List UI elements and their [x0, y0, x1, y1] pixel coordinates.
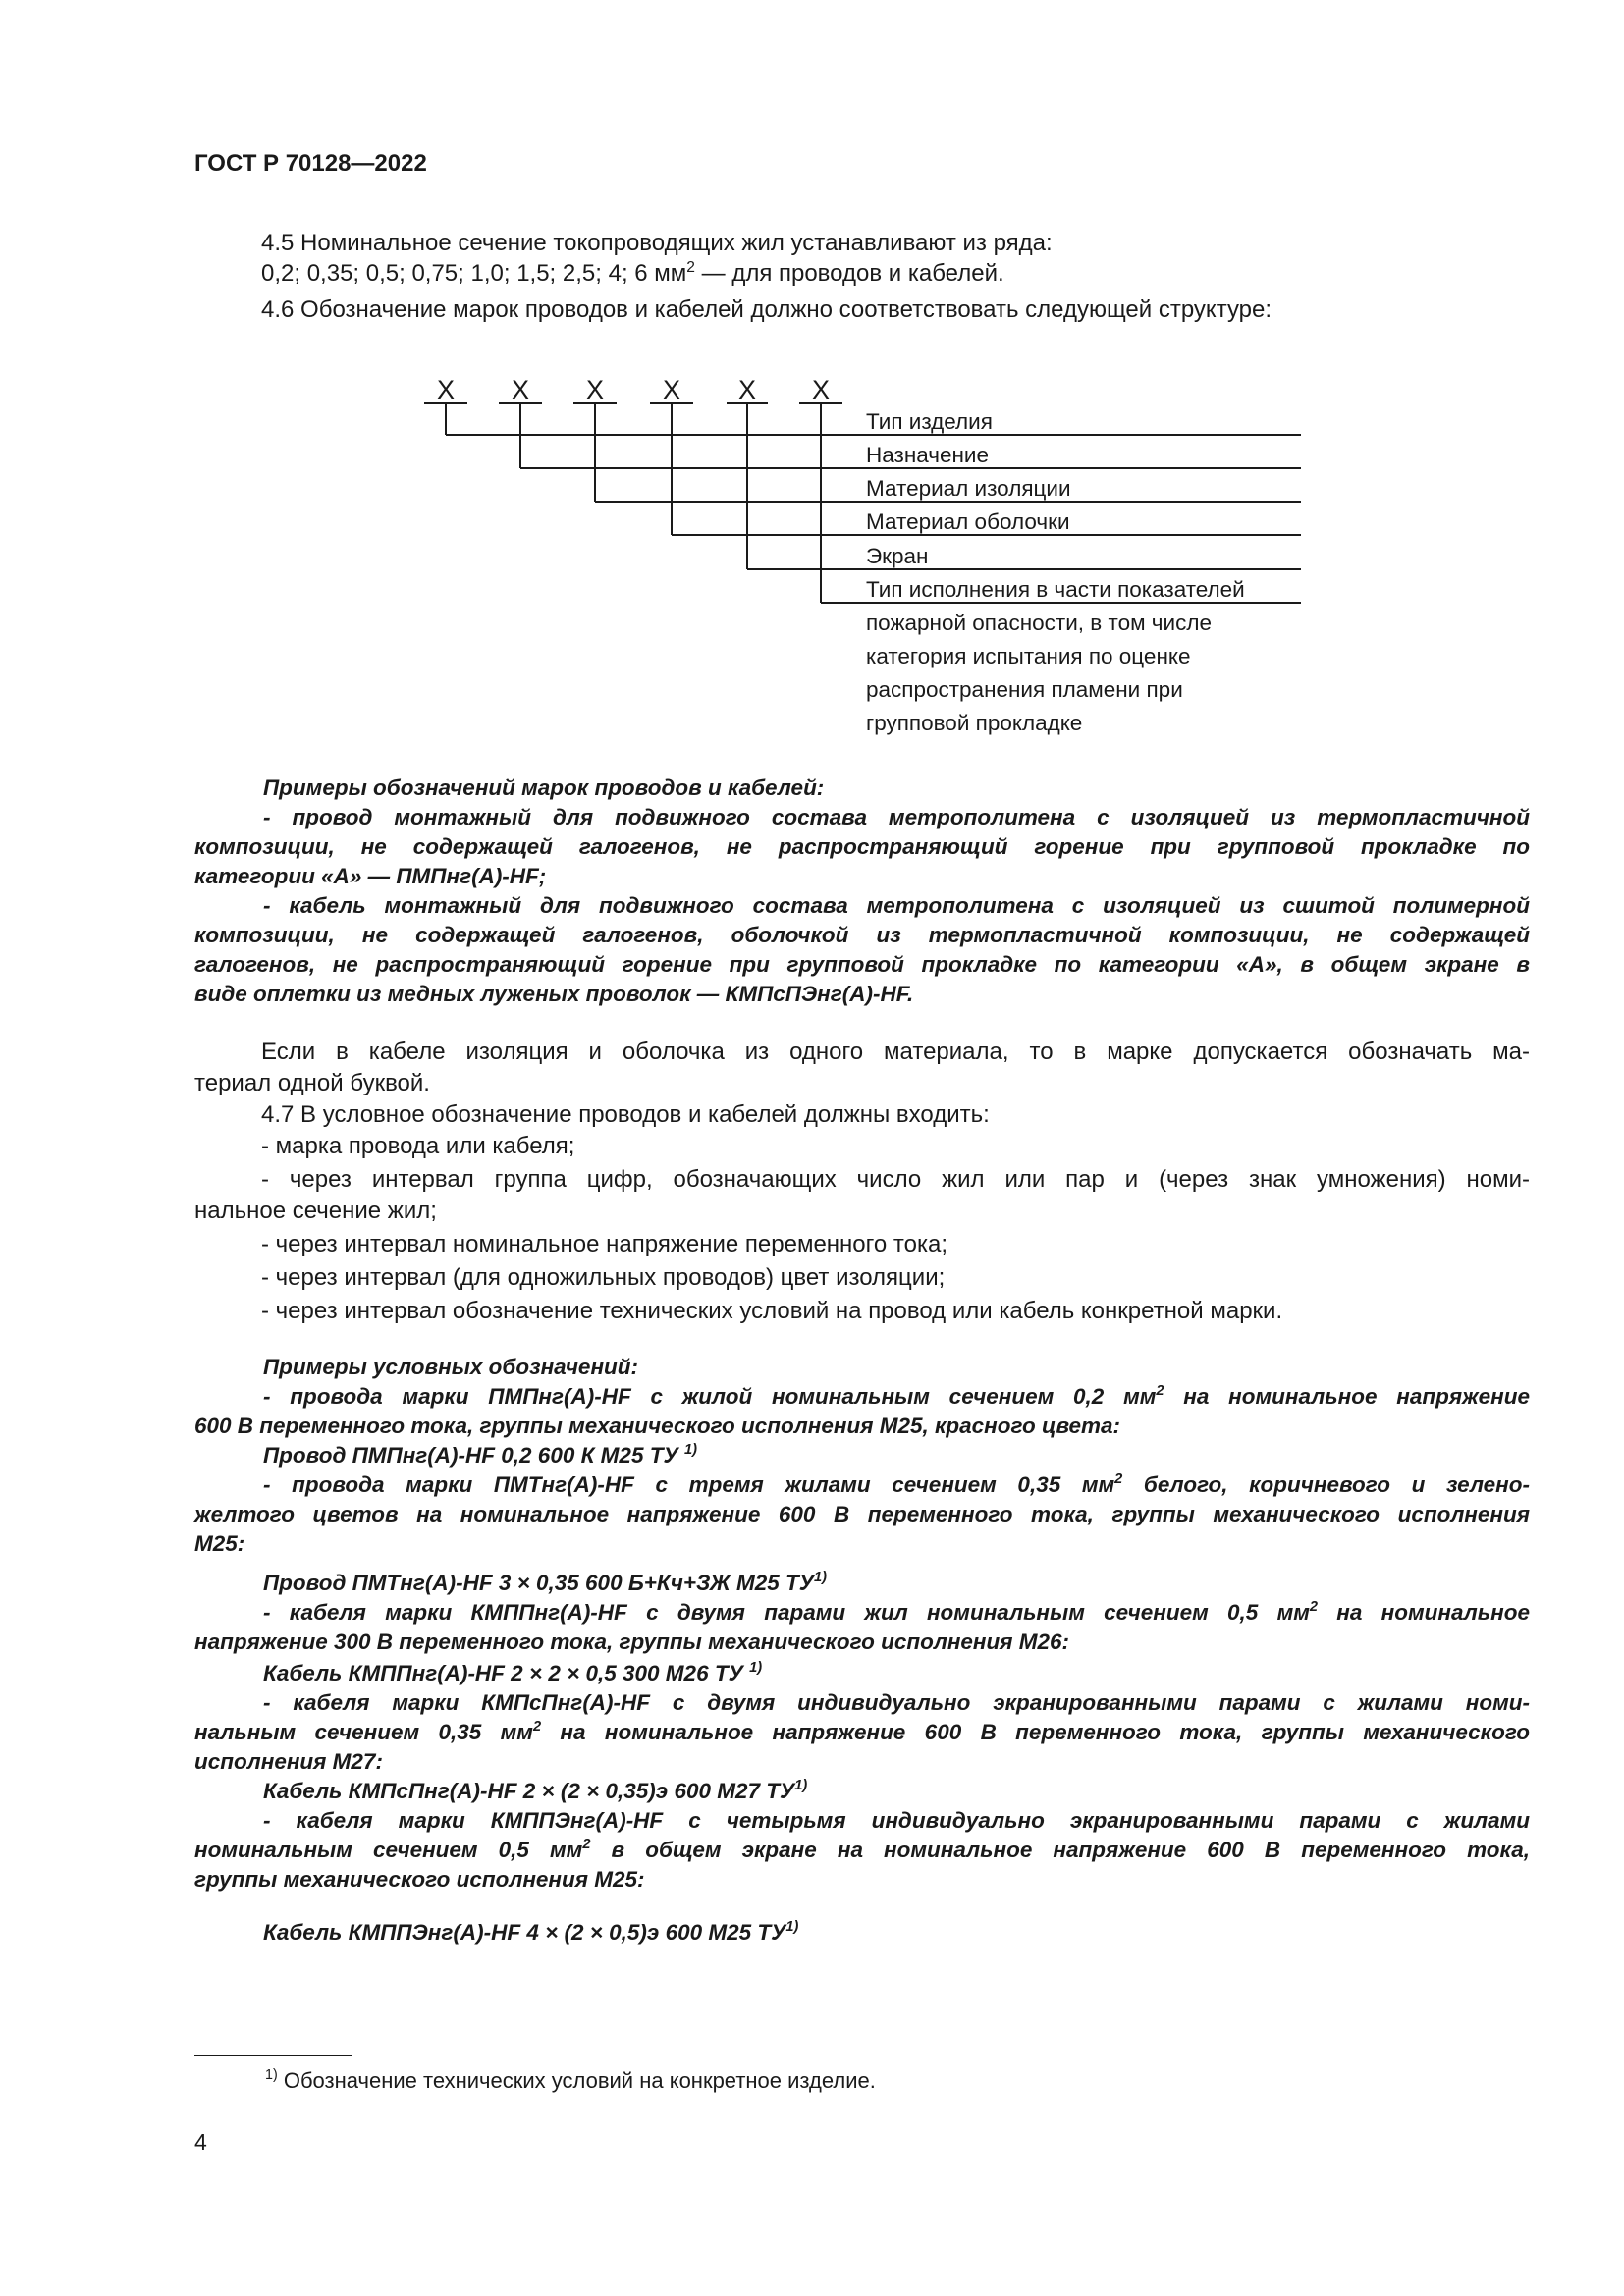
text: на номинальное напряжение	[1164, 1384, 1530, 1409]
mark-structure-diagram	[412, 363, 1316, 756]
text: белого, коричневого и зелено-	[1122, 1472, 1530, 1497]
clause-4-6-line1: 4.6 Обозначение марок проводов и кабелей должно соответствовать следующей структуре:	[261, 296, 1272, 323]
document-header: ГОСТ Р 70128—2022	[194, 150, 427, 177]
footnote-separator	[194, 2055, 352, 2056]
superscript: 2	[1114, 1471, 1123, 1488]
text: нальным сечением 0,35 мм	[194, 1720, 533, 1744]
text: Кабель КМППнг(А)-HF 2 × 2 × 0,5 300 М26 ТУ	[263, 1661, 750, 1685]
diagram-label-purpose: Назначение	[866, 443, 990, 467]
text: на номинальное	[1318, 1600, 1530, 1625]
diagram-label-continuation: групповой прокладке	[866, 711, 1083, 735]
example-designation-2-line: желтого цветов на номинальное напряжение 600 В переменного тока, группы механического исполнения	[194, 1502, 1530, 1526]
example-mark-1-line: композиции, не содержащей галогенов, не распространяющий горение при групповой прокладке по	[194, 834, 1530, 859]
material-note-line: териал одной буквой.	[194, 1070, 430, 1096]
mark-letter: Х	[662, 375, 681, 404]
examples-marks-heading: Примеры обозначений марок проводов и кабелей:	[263, 775, 825, 800]
example-mark-2-line: - кабель монтажный для подвижного состава метрополитена с изоляцией из сшитой полимерной	[263, 893, 1530, 918]
example-mark-2-line: виде оплетки из медных луженых проволок — КМПсПЭнг(А)-HF.	[194, 982, 914, 1006]
superscript: 2	[686, 258, 695, 276]
example-designation-1-result	[263, 1441, 697, 1470]
example-designation-2-result	[263, 1569, 827, 1598]
diagram-label-screen: Экран	[866, 544, 929, 568]
example-designation-5-line: группы механического исполнения М25:	[194, 1867, 645, 1892]
superscript: 2	[1156, 1383, 1164, 1400]
clause-4-7-item: нальное сечение жил;	[194, 1198, 437, 1224]
clause-4-7-item: - марка провода или кабеля;	[261, 1133, 575, 1159]
clause-4-7-item: - через интервал обозначение технических условий на провод или кабель конкретной марки.	[261, 1298, 1283, 1324]
clause-4-7-item: - через интервал группа цифр, обозначающих число жил или пар и (через знак умножения) номи-	[261, 1166, 1530, 1193]
superscript: 2	[582, 1837, 591, 1853]
text: - провода марки ПМПнг(А)-HF с жилой номинальным сечением 0,2 мм	[263, 1384, 1157, 1409]
material-note-line: Если в кабеле изоляция и оболочка из одного материала, то в марке допускается обозначать ма-	[261, 1039, 1530, 1065]
text: - провода марки ПМТнг(А)-HF с тремя жилами сечением 0,35 мм	[263, 1472, 1115, 1497]
text: номинальным сечением 0,5 мм	[194, 1838, 583, 1862]
example-designation-5-result	[263, 1918, 798, 1948]
example-designation-4-result	[263, 1777, 807, 1806]
text: - кабеля марки КМППнг(А)-HF с двумя парами жил номинальным сечением 0,5 мм	[263, 1600, 1310, 1625]
mark-letter: Х	[585, 375, 605, 404]
footnote-marker: 1)	[265, 2067, 278, 2084]
clause-4-5-line2	[261, 260, 1004, 288]
example-designation-1-line	[194, 1382, 1530, 1412]
example-designation-2-line	[194, 1470, 1530, 1500]
footnote-ref: 1)	[814, 1570, 828, 1586]
diagram-label-sheath: Материал оболочки	[866, 509, 1070, 534]
footnote-ref: 1)	[683, 1442, 697, 1459]
superscript: 2	[532, 1719, 542, 1735]
footnote-ref: 1)	[749, 1660, 763, 1677]
footnote-ref: 1)	[794, 1778, 808, 1794]
diagram-label-continuation: категория испытания по оценке	[866, 644, 1191, 668]
example-designation-4-line	[194, 1718, 1530, 1747]
example-designation-5-line: - кабеля марки КМППЭнг(А)-HF с четырьмя индивидуально экранированными парами с жилами	[263, 1808, 1530, 1833]
example-mark-2-line: композиции, не содержащей галогенов, оболочкой из термопластичной композиции, не содержащей	[194, 923, 1530, 947]
examples-designations-heading: Примеры условных обозначений:	[263, 1355, 639, 1379]
clause-4-5-line2-tail: — для проводов и кабелей.	[694, 260, 1004, 287]
mark-letter: Х	[811, 375, 831, 404]
diagram-label-continuation: пожарной опасности, в том числе	[866, 611, 1212, 635]
example-mark-2-line: галогенов, не распространяющий горение при групповой прокладке по категории «А», в общем экране в	[194, 952, 1530, 977]
diagram-label-continuation: распространения пламени при	[866, 677, 1183, 702]
clause-4-7-item: - через интервал номинальное напряжение переменного тока;	[261, 1231, 948, 1257]
example-mark-1-line: - провод монтажный для подвижного состава метрополитена с изоляцией из термопластичной	[263, 805, 1530, 829]
footnote-text: Обозначение технических условий на конкретное изделие.	[277, 2068, 876, 2093]
diagram-label-fire-type: Тип исполнения в части показателей	[866, 577, 1245, 602]
example-designation-1-line: 600 В переменного тока, группы механического исполнения М25, красного цвета:	[194, 1414, 1121, 1438]
text: Кабель КМПсПнг(А)-HF 2 × (2 × 0,35)э 600 М27 ТУ	[263, 1779, 795, 1803]
mark-letter: Х	[511, 375, 530, 404]
text: в общем экране на номинальное напряжение 600 В переменного тока,	[590, 1838, 1530, 1862]
example-designation-5-line	[194, 1836, 1530, 1865]
text: Провод ПМПнг(А)-HF 0,2 600 К М25 ТУ	[263, 1443, 684, 1468]
page-number: 4	[194, 2129, 207, 2155]
diagram-label-insulation: Материал изоляции	[866, 476, 1071, 501]
example-designation-4-line: - кабеля марки КМПсПнг(А)-HF с двумя индивидуально экранированными парами с жилами номи-	[263, 1690, 1530, 1715]
footnote	[265, 2067, 876, 2095]
footnote-ref: 1)	[785, 1919, 799, 1936]
mark-letter: Х	[436, 375, 456, 404]
example-designation-3-line: напряжение 300 В переменного тока, группы механического исполнения М26:	[194, 1629, 1070, 1654]
text: на номинальное напряжение 600 В переменного тока, группы механического	[541, 1720, 1531, 1744]
text: Провод ПМТнг(А)-HF 3 × 0,35 600 Б+Кч+ЗЖ М25 ТУ	[263, 1571, 815, 1595]
diagram-label-product-type: Тип изделия	[866, 409, 993, 434]
mark-letter: Х	[737, 375, 757, 404]
clause-4-7-line1: 4.7 В условное обозначение проводов и кабелей должны входить:	[261, 1101, 990, 1128]
clause-4-7-item: - через интервал (для одножильных проводов) цвет изоляции;	[261, 1264, 946, 1291]
text: Кабель КМППЭнг(А)-HF 4 × (2 × 0,5)э 600 М25 ТУ	[263, 1920, 786, 1945]
example-designation-3-result	[263, 1659, 762, 1688]
example-mark-1-line: категории «А» — ПМПнг(А)-HF;	[194, 864, 547, 888]
superscript: 2	[1309, 1599, 1319, 1616]
example-designation-3-line	[194, 1598, 1530, 1628]
clause-4-5-line2-text: 0,2; 0,35; 0,5; 0,75; 1,0; 1,5; 2,5; 4; 6 мм	[261, 260, 687, 287]
example-designation-4-line: исполнения М27:	[194, 1749, 383, 1774]
clause-4-5-line1: 4.5 Номинальное сечение токопроводящих жил устанавливают из ряда:	[261, 230, 1053, 256]
example-designation-2-line: М25:	[194, 1531, 245, 1556]
